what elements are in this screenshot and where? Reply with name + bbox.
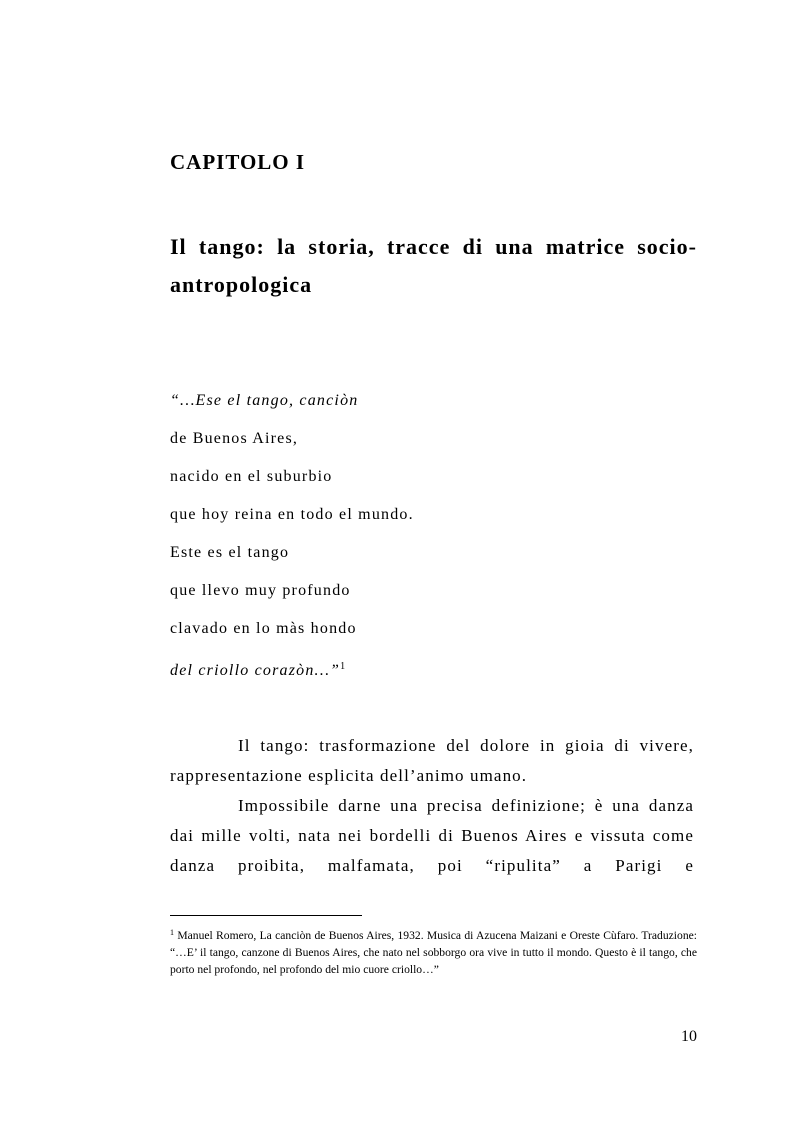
poem-line: de Buenos Aires, <box>170 430 299 447</box>
poem-line: clavado en lo màs hondo <box>170 620 357 637</box>
body-paragraph-1: Il tango: trasformazione del dolore in gioia di vivere, rappresentazione esplicita dell’animo umano. <box>170 736 694 785</box>
footnote-reference[interactable]: 1 <box>340 661 346 672</box>
poem-line: Este es el tango <box>170 544 290 561</box>
chapter-subtitle <box>170 228 697 304</box>
poem-line: que hoy reina en todo el mundo. <box>170 506 414 523</box>
footnote-separator <box>170 915 362 916</box>
subtitle-line-2: antropologica <box>170 272 313 297</box>
poem-line: “…Ese el tango, canciòn <box>170 392 359 409</box>
poem-last-line <box>170 654 414 692</box>
poem-quote <box>170 388 414 692</box>
footnote <box>170 924 697 978</box>
chapter-title: CAPITOLO I <box>170 150 306 174</box>
poem-line: nacido en el suburbio <box>170 468 333 485</box>
body-text <box>170 731 694 881</box>
footnote-marker: 1 <box>170 928 174 937</box>
page-number: 10 <box>681 1028 697 1045</box>
body-paragraph-2: Impossibile darne una precisa definizione; è una danza dai mille volti, nata nei bordelli di Buenos Aires e vissuta come danza proibita, malfamata, poi “ripulita” a Parigi e <box>170 796 694 875</box>
poem-line: que llevo muy profundo <box>170 582 351 599</box>
footnote-text: Manuel Romero, La canciòn de Buenos Aires, 1932. Musica di Azucena Maizani e Oreste Cùfaro. Traduzione: “…E’ il tango, canzone di Buenos Aires, che nato nel sobborgo ora vive in tutto il mondo. Questo è il tango, che porto nel profondo, nel profondo del mio cuore criollo…” <box>170 929 697 976</box>
subtitle-line-1: Il tango: la storia, tracce di una matrice socio- <box>170 234 697 259</box>
poem-line: del criollo corazòn…” <box>170 662 341 679</box>
